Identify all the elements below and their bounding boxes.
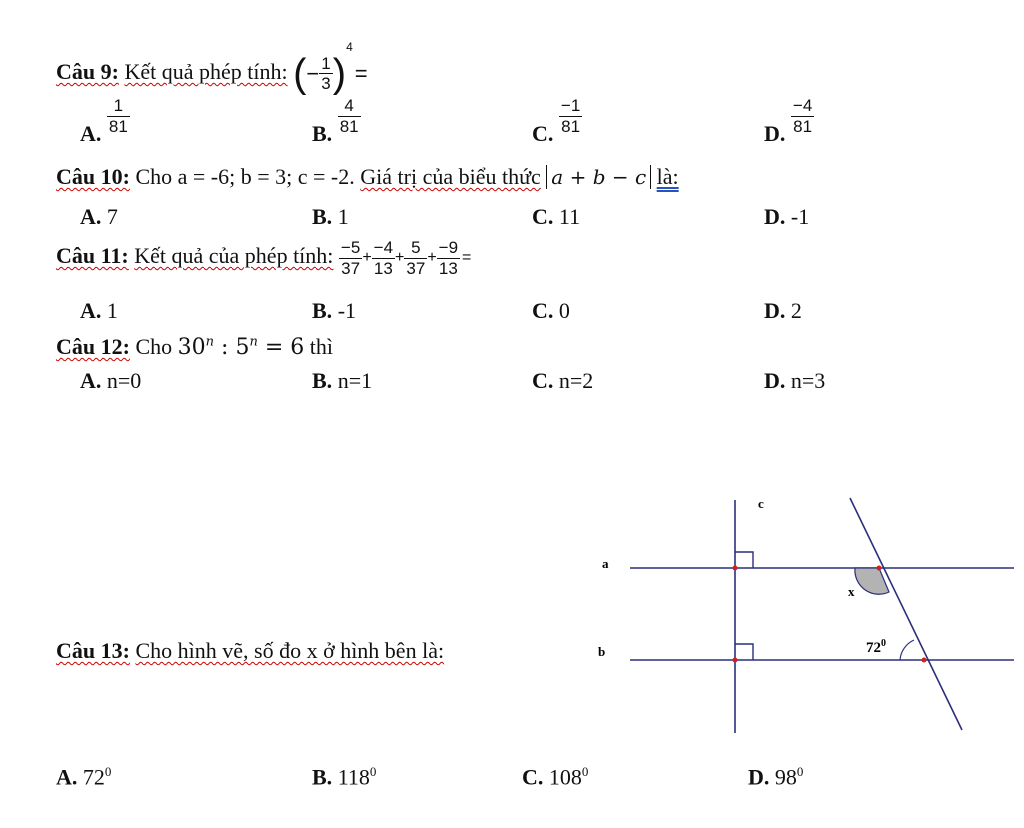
option-value: -1	[790, 204, 810, 229]
option-fraction: $\frac{4}{81}$	[339, 96, 359, 136]
minus-sign: −	[306, 60, 320, 86]
option-letter: B.	[312, 764, 333, 790]
option-value: n=1	[337, 368, 373, 393]
option-letter: C.	[532, 298, 554, 323]
option-letter: D.	[764, 204, 786, 229]
option-value: n=2	[558, 368, 594, 393]
option-value: 2	[790, 298, 802, 323]
option-b[interactable]	[312, 764, 376, 790]
paren-open: (	[293, 51, 307, 96]
option-value: -1	[337, 298, 357, 323]
option-value: 98	[774, 764, 797, 790]
option-value: 11	[558, 204, 581, 229]
right-angle-mark	[735, 644, 753, 660]
point	[733, 566, 738, 571]
question-12	[56, 334, 333, 360]
option-c[interactable]	[532, 204, 580, 230]
degree-sup: 0	[369, 764, 377, 779]
label-x: x	[848, 584, 855, 599]
degree-sup: 0	[581, 764, 589, 779]
question-text: Cho hình vẽ, số đo x ở hình bên là:	[135, 638, 445, 663]
question-label: Câu 10:	[56, 164, 130, 189]
degree-sup: 0	[796, 764, 804, 779]
option-a[interactable]	[80, 96, 130, 147]
option-letter: B.	[312, 121, 333, 147]
option-c[interactable]	[532, 368, 593, 394]
option-value: n=3	[790, 368, 826, 393]
question-text: Cho	[135, 334, 173, 359]
question-text: Kết quả phép tính:	[124, 59, 288, 84]
question-text-2: Giá trị của biểu thức	[360, 164, 541, 189]
option-b[interactable]	[312, 368, 372, 394]
question-label: Câu 9:	[56, 59, 119, 84]
expression: 30$^n$ : 5$^n$ = 6	[177, 334, 305, 360]
abs-expression: a + b − c	[546, 165, 651, 189]
option-d[interactable]	[764, 298, 802, 324]
point	[877, 566, 882, 571]
plus: +	[362, 249, 372, 267]
option-a[interactable]	[56, 764, 111, 790]
option-letter: C.	[522, 764, 544, 790]
option-d[interactable]	[764, 204, 809, 230]
plus: +	[427, 249, 437, 267]
question-text: Cho a = -6; b = 3; c = -2.	[135, 164, 355, 189]
option-fraction: $\frac{-4}{81}$	[792, 96, 813, 136]
point	[922, 658, 927, 663]
question-10	[56, 164, 679, 190]
option-fraction: $\frac{1}{81}$	[108, 96, 128, 136]
equals: =	[354, 60, 368, 86]
option-b[interactable]	[312, 204, 349, 230]
transversal-line	[850, 498, 962, 730]
option-letter: C.	[532, 204, 554, 229]
option-value: 118	[337, 764, 370, 790]
option-d[interactable]	[764, 368, 825, 394]
option-letter: A.	[80, 121, 102, 147]
option-letter: D.	[764, 298, 786, 323]
option-b[interactable]	[312, 298, 356, 324]
plus: +	[395, 249, 405, 267]
question-end: là:	[656, 164, 679, 189]
option-value: 72	[82, 764, 105, 790]
label-a: a	[602, 556, 609, 571]
question-text: Kết quả của phép tính:	[134, 243, 334, 269]
option-d[interactable]	[764, 96, 814, 147]
option-letter: D.	[764, 121, 786, 147]
geometry-figure	[590, 488, 1020, 738]
option-letter: D.	[764, 368, 786, 393]
option-value: 1	[337, 204, 349, 229]
option-letter: B.	[312, 204, 333, 229]
angle-72-arc	[900, 640, 914, 660]
option-letter: C.	[532, 121, 554, 147]
question-label: Câu 13:	[56, 638, 130, 663]
paren-close: )	[332, 51, 347, 96]
option-b[interactable]	[312, 96, 361, 147]
question-label: Câu 11:	[56, 243, 129, 269]
angle-x-arc	[855, 568, 889, 594]
label-angle: $72^0$	[866, 638, 886, 656]
exponent: 4	[346, 40, 353, 54]
equals: =	[462, 249, 472, 267]
option-a[interactable]	[80, 368, 141, 394]
fraction-4: $\frac{-9}{13}$	[438, 238, 459, 278]
label-c: c	[758, 496, 764, 511]
right-angle-mark	[735, 552, 753, 568]
option-fraction: $\frac{-1}{81}$	[560, 96, 581, 136]
option-value: 1	[106, 298, 118, 323]
option-letter: A.	[56, 764, 78, 790]
option-c[interactable]	[522, 764, 588, 790]
question-end: thì	[309, 334, 333, 359]
option-letter: A.	[80, 368, 102, 393]
fraction-2: $\frac{-4}{13}$	[373, 238, 394, 278]
option-value: 0	[558, 298, 570, 323]
option-letter: C.	[532, 368, 554, 393]
fraction-1: $\frac{-5}{37}$	[340, 238, 361, 278]
fraction: $\frac{1}{3}$	[321, 53, 331, 94]
question-13	[56, 638, 444, 664]
option-d[interactable]	[748, 764, 803, 790]
option-letter: A.	[80, 204, 102, 229]
option-a[interactable]	[80, 298, 118, 324]
fraction-3: $\frac{5}{37}$	[406, 238, 426, 278]
option-letter: B.	[312, 368, 333, 393]
option-c[interactable]	[532, 96, 582, 147]
option-value: n=0	[106, 368, 142, 393]
option-letter: A.	[80, 298, 102, 323]
option-letter: D.	[748, 764, 770, 790]
degree-sup: 0	[104, 764, 112, 779]
option-value: 108	[548, 764, 582, 790]
option-value: 7	[106, 204, 118, 229]
label-b: b	[598, 644, 606, 659]
option-a[interactable]	[80, 204, 118, 230]
question-9	[56, 40, 368, 96]
option-c[interactable]	[532, 298, 570, 324]
option-letter: B.	[312, 298, 333, 323]
question-11	[56, 238, 471, 278]
question-label: Câu 12:	[56, 334, 130, 359]
point	[733, 658, 738, 663]
